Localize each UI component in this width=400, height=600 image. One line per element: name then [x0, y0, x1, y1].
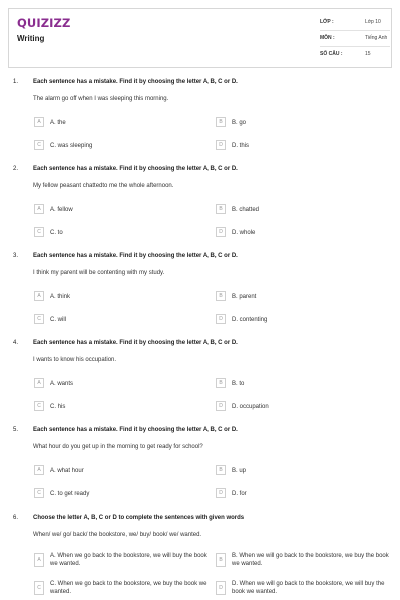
option-letter-box: D — [216, 581, 226, 595]
question-number: 5. — [13, 427, 19, 433]
worksheet-title: Writing — [17, 34, 45, 43]
option-letter-box: B — [216, 117, 226, 127]
option-text: B. When we will go back to the bookstore, we buy the book we wanted. — [232, 553, 389, 567]
option-letter-box: B — [216, 204, 226, 214]
option-text: B. go — [232, 120, 247, 126]
option-text: B. up — [232, 468, 247, 474]
worksheet-meta — [320, 15, 390, 63]
option-letter-box: D — [216, 488, 226, 498]
option-text: A. When we go back to the bookstore, we will buy the book we wanted. — [50, 553, 207, 567]
question-instruction: Each sentence has a mistake. Find it by choosing the letter A, B, C or D. — [33, 79, 238, 85]
option-letter-box: D — [216, 140, 226, 150]
question-instruction: Each sentence has a mistake. Find it by choosing the letter A, B, C or D. — [33, 166, 238, 172]
meta-value: Lớp 10 — [365, 19, 381, 25]
option-text: A. fellow — [50, 207, 73, 213]
meta-label: SỐ CÂU : — [320, 51, 343, 57]
option-text: A. wants — [50, 381, 74, 387]
question-number: 3. — [13, 253, 19, 259]
question-number: 6. — [13, 515, 19, 521]
question-sentence: The alarm go off when I was sleeping this morning. — [33, 96, 169, 102]
meta-label: LỚP : — [320, 19, 334, 25]
option-letter-box: D — [216, 401, 226, 411]
option-letter-box: B — [216, 378, 226, 388]
option-letter-box: C — [34, 581, 44, 595]
option-text: D. this — [232, 143, 250, 149]
option-text: D. contenting — [232, 317, 268, 323]
option-letter-box: A — [34, 117, 44, 127]
option-text: B. parent — [232, 294, 257, 300]
option-text: C. will — [50, 317, 66, 323]
option-letter-box: D — [216, 314, 226, 324]
option-letter-box: B — [216, 553, 226, 567]
option-letter-box: A — [34, 291, 44, 301]
meta-label: MÔN : — [320, 35, 335, 41]
option-text: B. to — [232, 381, 245, 387]
option-letter-box: C — [34, 488, 44, 498]
option-letter-box: B — [216, 291, 226, 301]
meta-row-question-count — [320, 47, 390, 63]
option-letter-box: A — [34, 465, 44, 475]
option-text: C. to get ready — [50, 491, 90, 497]
question-sentence: I think my parent will be contenting with my study. — [33, 270, 165, 276]
meta-value: Tiếng Anh — [365, 35, 388, 41]
meta-value: 15 — [365, 51, 371, 57]
question-instruction: Each sentence has a mistake. Find it by choosing the letter A, B, C or D. — [33, 340, 238, 346]
option-letter-box: D — [216, 227, 226, 237]
option-text: C. his — [50, 404, 66, 410]
option-text: B. chatted — [232, 207, 260, 213]
question-number: 1. — [13, 79, 19, 85]
option-text: D. occupation — [232, 404, 269, 410]
option-text: A. what hour — [50, 468, 84, 474]
option-text: C. was sleeping — [50, 143, 93, 149]
question-sentence: What hour do you get up in the morning to get ready for school? — [33, 444, 203, 450]
worksheet-header — [8, 8, 392, 68]
question-number: 2. — [13, 166, 19, 172]
question-sentence: I wants to know his occupation. — [33, 357, 117, 363]
question-instruction: Each sentence has a mistake. Find it by choosing the letter A, B, C or D. — [33, 427, 238, 433]
option-letter-box: C — [34, 314, 44, 324]
option-letter-box: B — [216, 465, 226, 475]
option-text: C. When we go back to the bookstore, we buy the book we wanted. — [50, 581, 207, 595]
option-text: D. whole — [232, 230, 256, 236]
option-text: D. When we will go back to the bookstore, we will buy the book we wanted. — [232, 581, 385, 595]
option-letter-box: A — [34, 553, 44, 567]
meta-row-class — [320, 15, 390, 31]
quizizz-logo: QUIZIZZ — [17, 16, 71, 30]
option-letter-box: C — [34, 227, 44, 237]
question-sentence: When/ we/ go/ back/ the bookstore, we/ buy/ book/ we/ wanted. — [33, 532, 202, 538]
question-instruction: Each sentence has a mistake. Find it by choosing the letter A, B, C or D. — [33, 253, 238, 259]
question-number: 4. — [13, 340, 19, 346]
question-sentence: My fellow peasant chattedto me the whole afternoon. — [33, 183, 174, 189]
option-letter-box: A — [34, 378, 44, 388]
meta-row-subject — [320, 31, 390, 47]
option-letter-box: A — [34, 204, 44, 214]
option-text: A. think — [50, 294, 71, 300]
option-letter-box: C — [34, 140, 44, 150]
option-letter-box: C — [34, 401, 44, 411]
option-text: D. for — [232, 491, 247, 497]
question-instruction: Choose the letter A, B, C or D to complete the sentences with given words — [33, 515, 245, 521]
option-text: A. the — [50, 120, 66, 126]
option-text: C. to — [50, 230, 63, 236]
